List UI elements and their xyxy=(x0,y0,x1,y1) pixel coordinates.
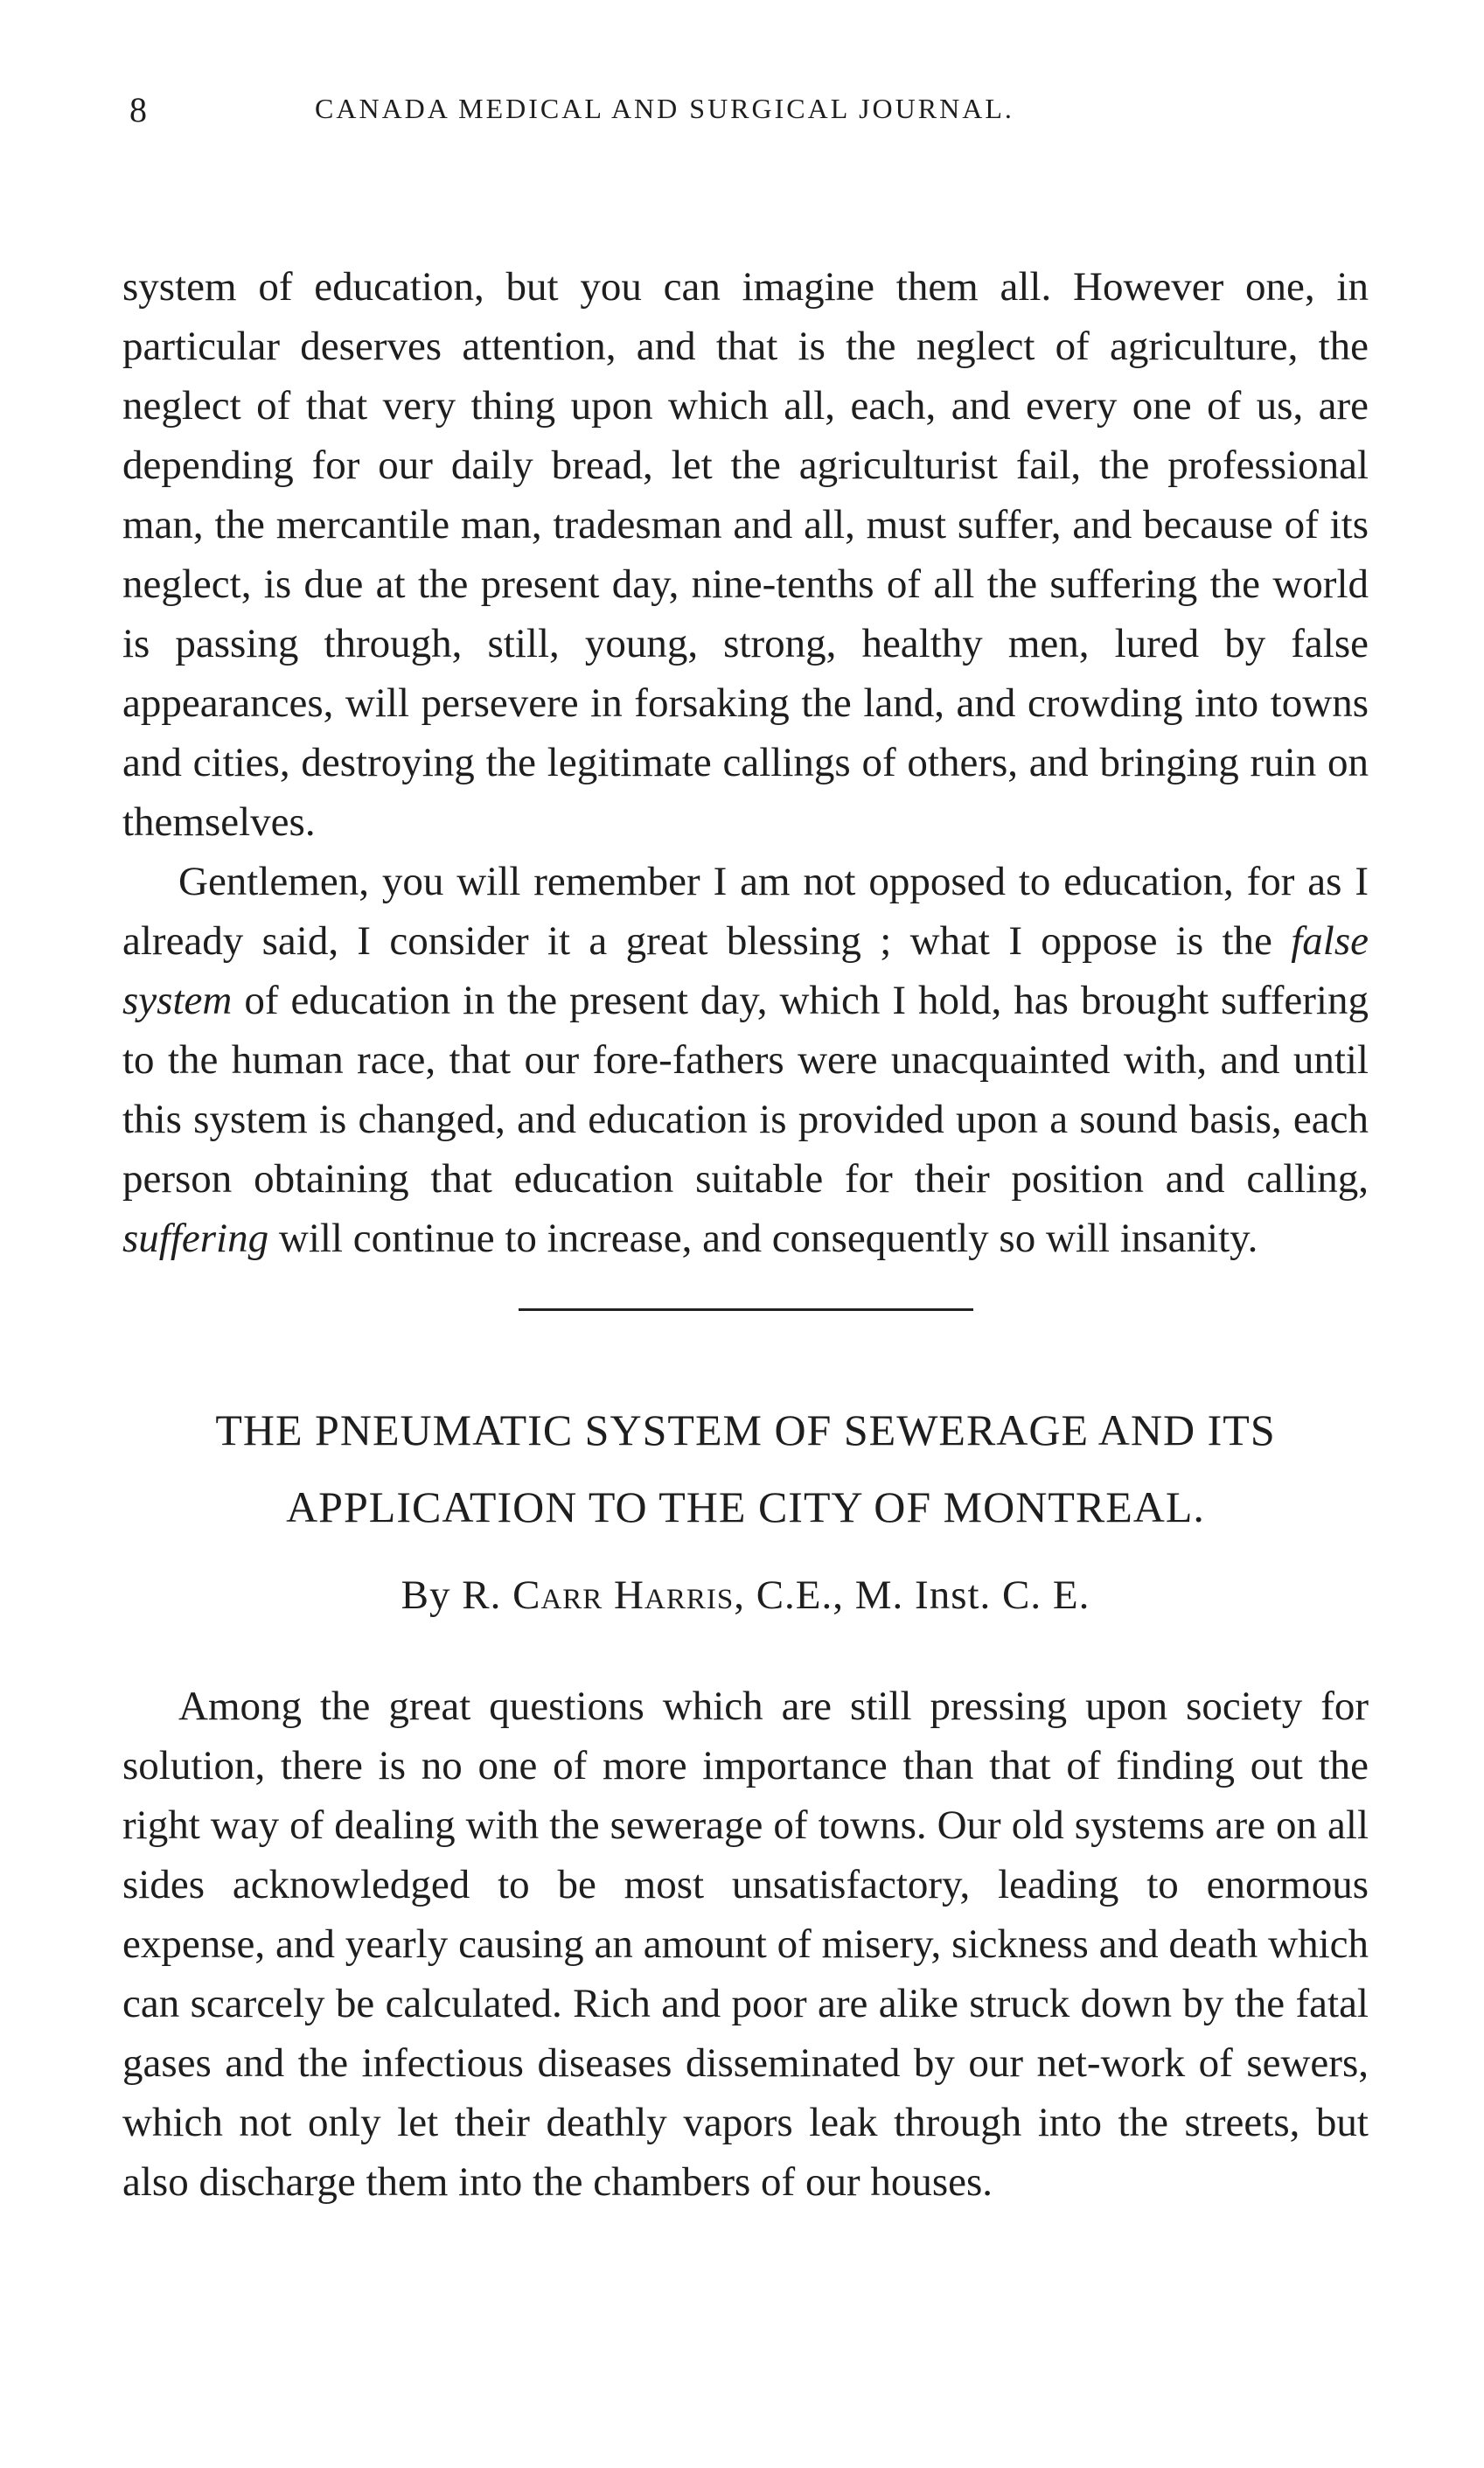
journal-title: CANADA MEDICAL AND SURGICAL JOURNAL. xyxy=(315,93,1014,124)
para2-italic-false-system: false system xyxy=(122,918,1369,1023)
body-paragraph-1: system of education, but you can imagine them all. However one, in particular deserves attention, and that is the neglect of agriculture, the neglect of that very thing upon which all, each, and every one of us, are depending for our daily bread, let the agriculturist fail, the professional man, the mercantile man, tradesman and all, must suffer, and because of its neglect, is due at the present day, nine-tenths of all the suffering the world is passing through, still, young, strong, healthy men, lured by false appearances, will persevere in forsaking the land, and crowding into towns and cities, destroying the legitimate callings of others, and bringing ruin on themselves. xyxy=(122,264,1369,845)
article-title-line-1: THE PNEUMATIC SYSTEM OF SEWERAGE AND ITS xyxy=(215,1405,1276,1454)
para2-text-1: Gentlemen, you will remember I am not opposed to education, for as I already said, I consider it a great blessing ; what I oppose is the xyxy=(122,859,1369,964)
para2-text-2: of education in the present day, which I hold, has brought suffering to the human race, that our fore-fathers were unacquainted with, and until this system is changed, and education is provided upon a sound basis, each person obtaining that education suitable for their position and calling, xyxy=(122,978,1369,1202)
para2-italic-suffering: suffering xyxy=(122,1216,269,1261)
byline xyxy=(122,1572,1369,1619)
byline-prefix: By xyxy=(401,1572,451,1618)
article-paragraph-1: Among the great questions which are still pressing upon society for solution, there is no one of more importance than that of finding out the right way of dealing with the sewerage of towns. Our old systems are on all sides acknowledged to be most unsatisfactory, leading to enormous expense, and yearly causing an amount of misery, sickness and death which can scarcely be calculated. Rich and poor are alike struck down by the fatal gases and the infectious diseases disseminated by our net-work of sewers, which not only let their deathly vapors leak through into the streets, but also discharge them into the chambers of our houses. xyxy=(122,1684,1369,2205)
author-name: R. Carr Harris, xyxy=(462,1572,745,1618)
page-number: 8 xyxy=(129,90,147,129)
section-divider xyxy=(519,1308,973,1311)
author-credentials: C.E., M. Inst. C. E. xyxy=(756,1572,1090,1618)
running-head xyxy=(122,84,1369,136)
page xyxy=(122,84,1369,2212)
article-title-line-2: APPLICATION TO THE CITY OF MONTREAL. xyxy=(286,1482,1205,1531)
article-title xyxy=(122,1391,1369,1545)
body-paragraph-2 xyxy=(122,852,1369,1268)
para2-text-3: will continue to increase, and consequently so will insanity. xyxy=(268,1216,1258,1261)
